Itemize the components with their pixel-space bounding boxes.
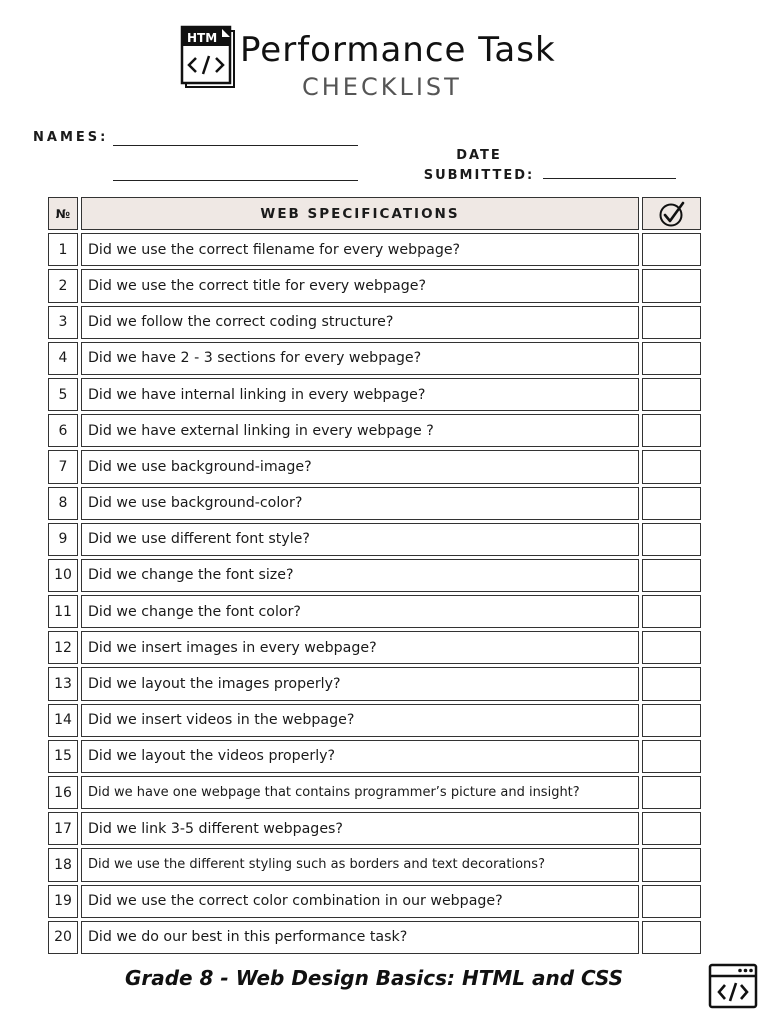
table-row — [48, 812, 701, 845]
specification-text: Did we use the correct filename for every webpage? — [81, 233, 639, 266]
table-row — [48, 450, 701, 483]
row-number: 18 — [48, 848, 78, 881]
row-number: 12 — [48, 631, 78, 664]
page-title: Performance Task — [240, 30, 556, 70]
specification-text: Did we have one webpage that contains programmer’s picture and insight? — [81, 776, 639, 809]
check-box[interactable] — [642, 631, 701, 664]
row-number: 6 — [48, 414, 78, 447]
specification-text: Did we change the font color? — [81, 595, 639, 628]
footer-course-title: Grade 8 - Web Design Basics: HTML and CSS — [124, 966, 624, 990]
specification-text: Did we insert videos in the webpage? — [81, 704, 639, 737]
table-row — [48, 740, 701, 773]
date-label-line1: DATE — [456, 148, 502, 163]
check-box[interactable] — [642, 523, 701, 556]
check-box[interactable] — [642, 450, 701, 483]
check-box[interactable] — [642, 414, 701, 447]
row-number: 10 — [48, 559, 78, 592]
table-row — [48, 342, 701, 375]
specification-text: Did we use the different styling such as borders and text decorations? — [81, 848, 639, 881]
row-number: 4 — [48, 342, 78, 375]
checklist-table — [48, 197, 701, 957]
check-box[interactable] — [642, 306, 701, 339]
names-line-1[interactable] — [113, 145, 358, 146]
specification-text: Did we follow the correct coding structure? — [81, 306, 639, 339]
table-row — [48, 269, 701, 302]
table-row — [48, 487, 701, 520]
check-box[interactable] — [642, 921, 701, 954]
row-number: 11 — [48, 595, 78, 628]
row-number: 17 — [48, 812, 78, 845]
row-number: 14 — [48, 704, 78, 737]
check-box[interactable] — [642, 740, 701, 773]
check-box[interactable] — [642, 487, 701, 520]
specification-text: Did we insert images in every webpage? — [81, 631, 639, 664]
specification-text: Did we link 3-5 different webpages? — [81, 812, 639, 845]
specification-text: Did we change the font size? — [81, 559, 639, 592]
table-row — [48, 378, 701, 411]
table-row — [48, 595, 701, 628]
row-number: 19 — [48, 885, 78, 918]
names-line-2[interactable] — [113, 180, 358, 181]
number-column-header: № — [48, 197, 78, 230]
date-line[interactable] — [543, 178, 676, 179]
check-box[interactable] — [642, 848, 701, 881]
html-document-icon — [180, 25, 236, 89]
specification-text: Did we use background-color? — [81, 487, 639, 520]
specification-text: Did we have external linking in every webpage ? — [81, 414, 639, 447]
table-row — [48, 233, 701, 266]
table-header-row — [48, 197, 701, 230]
date-label-line2: SUBMITTED: — [423, 168, 535, 183]
row-number: 13 — [48, 667, 78, 700]
specification-text: Did we use the correct title for every webpage? — [81, 269, 639, 302]
row-number: 15 — [48, 740, 78, 773]
row-number: 8 — [48, 487, 78, 520]
check-box[interactable] — [642, 667, 701, 700]
row-number: 20 — [48, 921, 78, 954]
table-row — [48, 306, 701, 339]
table-row — [48, 559, 701, 592]
logo-text: HTM — [187, 31, 218, 45]
check-box[interactable] — [642, 559, 701, 592]
row-number: 2 — [48, 269, 78, 302]
specification-text: Did we have internal linking in every webpage? — [81, 378, 639, 411]
table-row — [48, 885, 701, 918]
specification-text: Did we layout the images properly? — [81, 667, 639, 700]
checkmark-circle-icon — [658, 200, 686, 228]
row-number: 1 — [48, 233, 78, 266]
specification-text: Did we use different font style? — [81, 523, 639, 556]
row-number: 7 — [48, 450, 78, 483]
names-label: NAMES: — [33, 130, 109, 145]
specification-text: Did we have 2 - 3 sections for every webpage? — [81, 342, 639, 375]
check-box[interactable] — [642, 233, 701, 266]
row-number: 16 — [48, 776, 78, 809]
code-window-icon — [708, 963, 758, 1009]
specification-text: Did we do our best in this performance task? — [81, 921, 639, 954]
specification-text: Did we use background-image? — [81, 450, 639, 483]
check-box[interactable] — [642, 776, 701, 809]
specification-text: Did we use the correct color combination in our webpage? — [81, 885, 639, 918]
date-submitted-label — [420, 146, 538, 186]
table-row — [48, 667, 701, 700]
row-number: 5 — [48, 378, 78, 411]
table-row — [48, 414, 701, 447]
row-number: 3 — [48, 306, 78, 339]
check-box[interactable] — [642, 269, 701, 302]
check-box[interactable] — [642, 342, 701, 375]
table-row — [48, 704, 701, 737]
specifications-column-header: WEB SPECIFICATIONS — [81, 197, 639, 230]
table-row — [48, 523, 701, 556]
check-box[interactable] — [642, 885, 701, 918]
check-box[interactable] — [642, 812, 701, 845]
row-number: 9 — [48, 523, 78, 556]
specification-text: Did we layout the videos properly? — [81, 740, 639, 773]
table-row — [48, 776, 701, 809]
check-box[interactable] — [642, 378, 701, 411]
check-box[interactable] — [642, 595, 701, 628]
page-subtitle: CHECKLIST — [302, 73, 462, 101]
table-row — [48, 631, 701, 664]
table-row — [48, 921, 701, 954]
check-column-header — [642, 197, 701, 230]
table-row — [48, 848, 701, 881]
check-box[interactable] — [642, 704, 701, 737]
